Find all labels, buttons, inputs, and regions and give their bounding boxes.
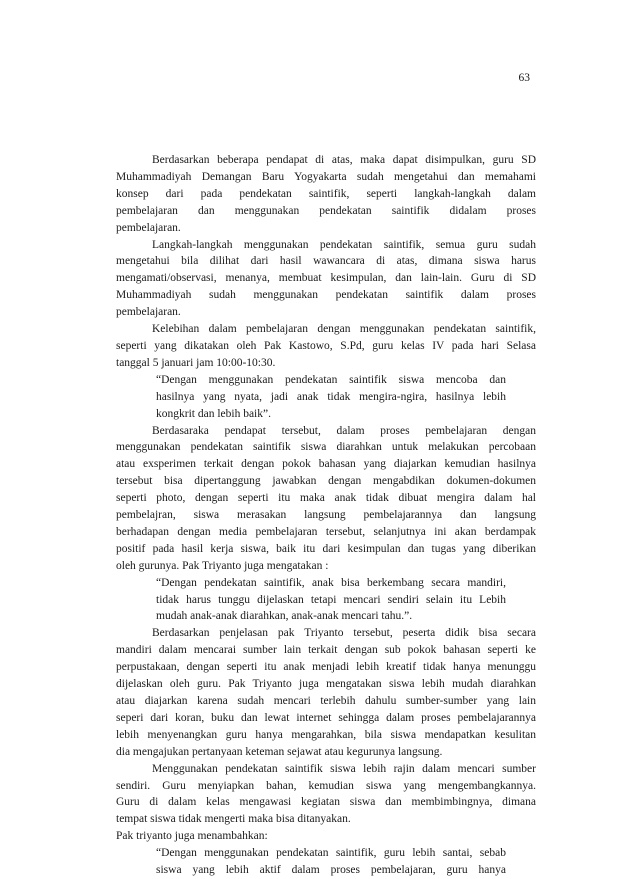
text-line: mandiri dalam mencarai sumber lain terkait dengan sub pokok bahasan seperti ke: [116, 644, 536, 657]
text-line: oleh gurunya. Pak Triyanto juga mengatakan :: [116, 559, 329, 572]
text-line: seperti yang dikatakan oleh Pak Kastowo, S.Pd, guru kelas IV pada hari Selasa: [116, 339, 536, 352]
text-line: mudah anak-anak diarahkan, anak-anak mencari tahu.”.: [156, 610, 413, 623]
page-number: 63: [518, 72, 530, 84]
text-line: pembelajaran.: [116, 306, 181, 319]
text-line: tempat siswa tidak mengerti maka bisa ditanyakan.: [116, 813, 351, 826]
text-line: Muhammadiyah Demangan Baru Yogyakarta sudah mengetahui dan memahami: [116, 170, 536, 183]
text-line: dijelaskan oleh guru. Pak Triyanto juga mengatakan siswa lebih mudah diarahkan: [116, 678, 536, 691]
text-line: tersebut bisa dipertanggung jawabkan dengan mengabdikan dokumen-dokumen: [116, 475, 536, 488]
body-text: [116, 152, 536, 879]
text-line: hasilnya yang nyata, jadi anak tidak mengira-ngira, hasilnya lebih: [156, 390, 506, 403]
text-line: Langkah-langkah menggunakan pendekatan saintifik, semua guru sudah: [152, 238, 536, 251]
text-line: seperti photo, dengan seperti itu maka anak tidak dibuat mengira dalam hal: [116, 492, 536, 505]
text-line: pembelajran, siswa merasakan langsung pembelajarannya dan langsung: [116, 509, 536, 522]
text-line: Pak triyanto juga menambahkan:: [116, 830, 268, 843]
text-line: “Dengan menggunakan pendekatan saintifik, guru lebih santai, sebab: [156, 847, 506, 860]
text-line: Kelebihan dalam pembelajaran dengan menggunakan pendekatan saintifik,: [152, 323, 536, 336]
text-line: berhadapan dengan media pembelajaran tersebut, selanjutnya ini akan berdampak: [116, 525, 536, 538]
text-line: tanggal 5 januari jam 10:00-10:30.: [116, 356, 276, 369]
text-line: mengamati/observasi, menanya, membuat kesimpulan, dan lain-lain. Guru di SD: [116, 272, 536, 285]
text-line: pembelajaran.: [116, 221, 181, 234]
text-line: mengetahui bila dilihat dari hasil wawancara di atas, dimana siswa harus: [116, 255, 536, 268]
text-line: menggunakan pendekatan saintifik siswa diarahkan untuk melakukan percobaan: [116, 441, 536, 454]
text-line: perpustakaan, dengan seperti itu anak menjadi lebih kreatif tidak hanya menunggu: [116, 661, 536, 674]
text-line: atau diajarkan karena sudah mencari terlebih dahulu sumber-sumber yang lain: [116, 695, 536, 707]
text-line: “Dengan pendekatan saintifik, anak bisa berkembang secara mandiri,: [156, 576, 506, 589]
text-line: Menggunakan pendekatan saintifik siswa lebih rajin dalam mencari sumber: [152, 762, 536, 775]
text-line: Berdasaraka pendapat tersebut, dalam proses pembelajaran dengan: [152, 424, 536, 437]
text-line: siswa yang lebih aktif dalam proses pembelajaran, guru hanya: [156, 864, 506, 877]
text-line: tidak harus tunggu dijelaskan tetapi mencari sendiri selain itu Lebih: [156, 593, 506, 606]
text-line: kongkrit dan lebih baik”.: [156, 407, 271, 420]
text-line: dia mengajukan pertanyaan keteman sejawat atau kegurunya langsung.: [116, 745, 443, 758]
text-line: Muhammadiyah sudah menggunakan pendekatan saintifik dalam proses: [116, 289, 536, 302]
text-line: atau exsperimen terkait dengan pokok bahasan yang diajarkan kemudian hasilnya: [116, 458, 536, 471]
text-line: seperi dari koran, buku dan lewat internet sehingga dalam proses pembelajarannya: [116, 711, 536, 724]
text-line: Berdasarkan beberapa pendapat di atas, maka dapat disimpulkan, guru SD: [152, 154, 536, 166]
text-line: konsep dari pada pendekatan saintifik, seperti langkah-langkah dalam: [116, 187, 536, 200]
text-line: positif pada hasil kerja siswa, baik itu dari kesimpulan dan tugas yang diberikan: [116, 542, 536, 555]
text-line: Guru di dalam kelas mengawasi kegiatan siswa dan membimbingnya, dimana: [116, 796, 536, 809]
text-line: sendiri. Guru menyiapkan bahan, kemudian siswa yang mengembangkannya.: [116, 779, 536, 792]
text-line: “Dengan menggunakan pendekatan saintifik siswa mencoba dan: [156, 373, 506, 386]
text-line: pembelajaran dan menggunakan pendekatan saintifik didalam proses: [116, 204, 536, 217]
text-line: lebih menyenangkan guru hanya mengarahkan, bila siswa mendapatkan kesulitan: [116, 728, 536, 741]
text-line: Berdasarkan penjelasan pak Triyanto tersebut, peserta didik bisa secara: [152, 627, 536, 640]
